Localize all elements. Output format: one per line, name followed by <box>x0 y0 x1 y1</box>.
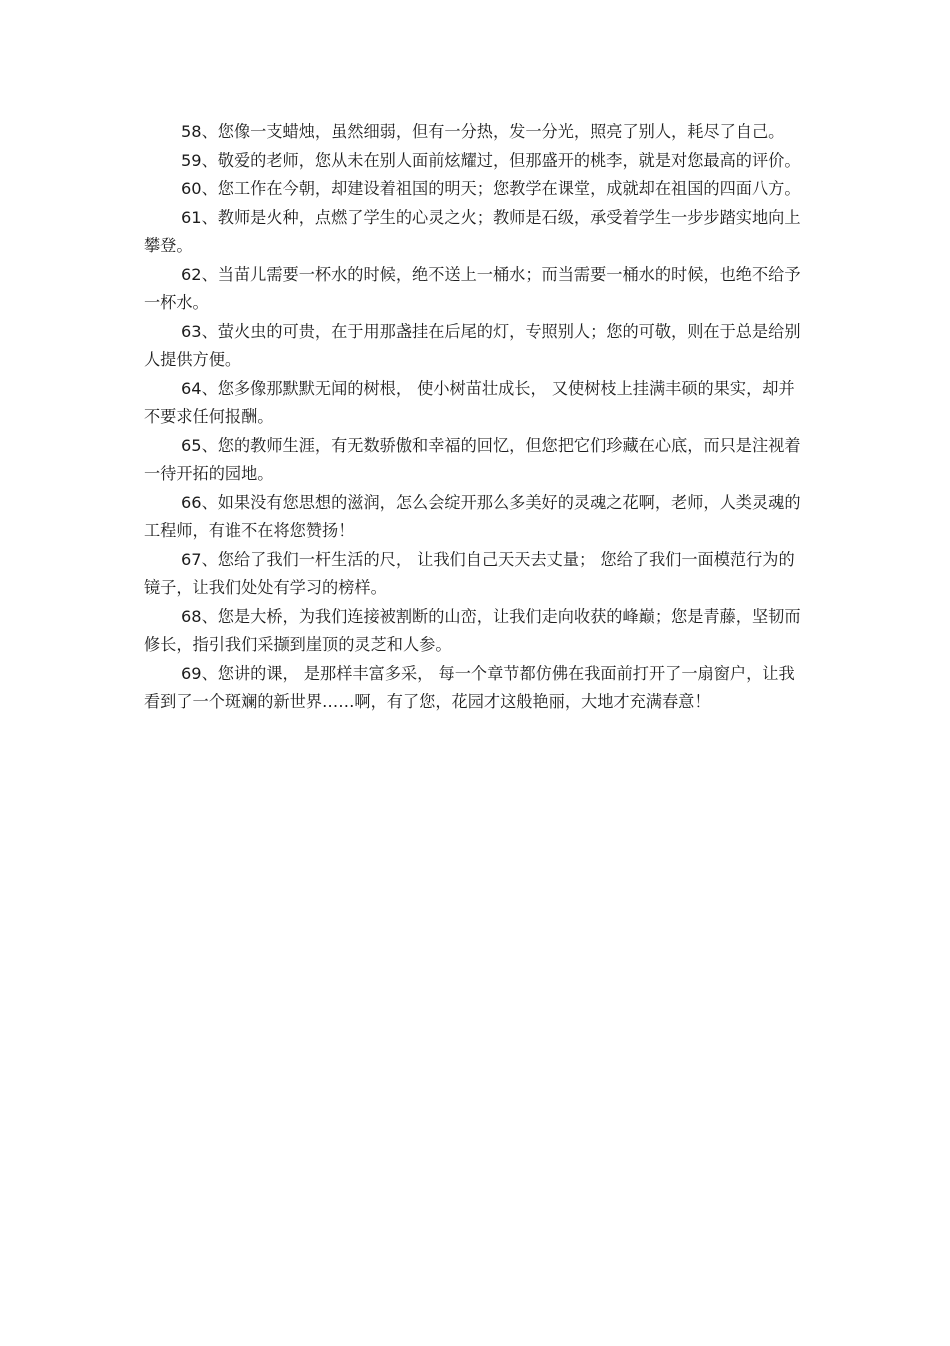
paragraph-60: 60、您工作在今朝，却建设着祖国的明天；您教学在课堂，成就却在祖国的四面八方。 <box>181 179 801 198</box>
paragraph-63: 63、萤火虫的可贵，在于用那盏挂在后尾的灯，专照别人；您的可敬，则在于总是给别人提供方便。 <box>144 321 801 369</box>
document-body <box>144 118 804 717</box>
paragraph-66: 66、如果没有您思想的滋润，怎么会绽开那么多美好的灵魂之花啊，老师，人类灵魂的工程师，有谁不在将您赞扬！ <box>144 492 801 540</box>
paragraph-62: 62、当苗儿需要一杯水的时候，绝不送上一桶水；而当需要一桶水的时候，也绝不给予一杯水。 <box>144 264 801 312</box>
paragraph-64: 64、您多像那默默无闻的树根， 使小树苗壮成长， 又使树枝上挂满丰硕的果实，却并不要求任何报酬。 <box>144 378 795 426</box>
paragraph-61: 61、教师是火种，点燃了学生的心灵之火；教师是石级，承受着学生一步步踏实地向上攀登。 <box>144 207 801 255</box>
paragraph-69: 69、您讲的课， 是那样丰富多采， 每一个章节都仿佛在我面前打开了一扇窗户，让我看到了一个斑斓的新世界……啊，有了您，花园才这般艳丽，大地才充满春意！ <box>144 663 795 711</box>
paragraph-67: 67、您给了我们一杆生活的尺， 让我们自己天天去丈量； 您给了我们一面模范行为的镜子，让我们处处有学习的榜样。 <box>144 549 795 597</box>
paragraph-68: 68、您是大桥，为我们连接被割断的山峦，让我们走向收获的峰巅；您是青藤，坚韧而修长，指引我们采撷到崖顶的灵芝和人参。 <box>144 606 801 654</box>
paragraph-58: 58、您像一支蜡烛，虽然细弱，但有一分热，发一分光，照亮了别人，耗尽了自己。 <box>181 122 785 141</box>
paragraph-59: 59、敬爱的老师，您从未在别人面前炫耀过，但那盛开的桃李，就是对您最高的评价。 <box>181 150 801 170</box>
paragraph-65: 65、您的教师生涯，有无数骄傲和幸福的回忆，但您把它们珍藏在心底，而只是注视着一待开拓的园地。 <box>144 435 801 483</box>
